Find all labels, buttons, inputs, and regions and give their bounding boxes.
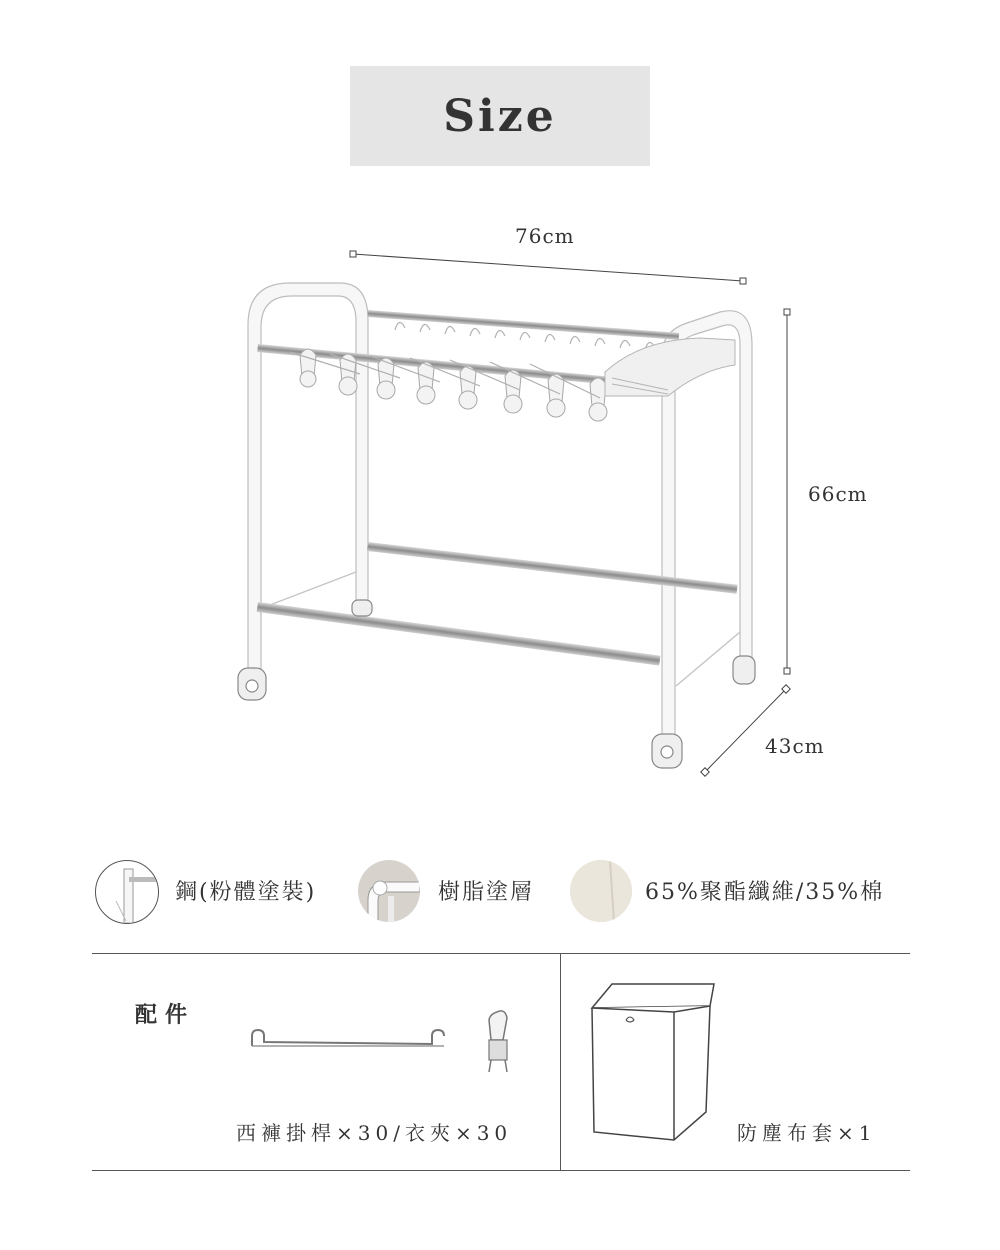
steel-tube-icon xyxy=(95,860,159,924)
width-dimension-line xyxy=(350,251,746,284)
accessories-top-divider xyxy=(92,953,910,954)
material-fabric-label: 65%聚酯纖維/35%棉 xyxy=(645,880,885,905)
resin-coating-icon xyxy=(358,860,420,922)
accessories-left-caption: 西褲掛桿×30/衣夾×30 xyxy=(236,1121,513,1145)
pants-hanger-bar-icon xyxy=(240,1010,530,1080)
accessories-title: 配件 xyxy=(135,1002,196,1028)
accessories-bottom-divider xyxy=(92,1170,910,1171)
depth-label: 43cm xyxy=(765,734,825,758)
dust-cover-icon xyxy=(590,982,715,1142)
accessories-middle-divider xyxy=(560,953,561,1170)
width-label: 76cm xyxy=(515,224,575,248)
height-label: 66cm xyxy=(808,482,868,506)
fabric-swatch-icon xyxy=(570,860,632,922)
accessories-right-caption: 防塵布套×1 xyxy=(737,1121,877,1145)
material-steel-label: 鋼(粉體塗裝) xyxy=(175,880,317,905)
material-resin-label: 樹脂塗層 xyxy=(438,880,535,905)
height-dimension-line xyxy=(784,309,790,674)
stacked-hangers xyxy=(605,338,735,396)
depth-dimension-line xyxy=(701,685,790,776)
size-title: Size xyxy=(443,90,557,142)
